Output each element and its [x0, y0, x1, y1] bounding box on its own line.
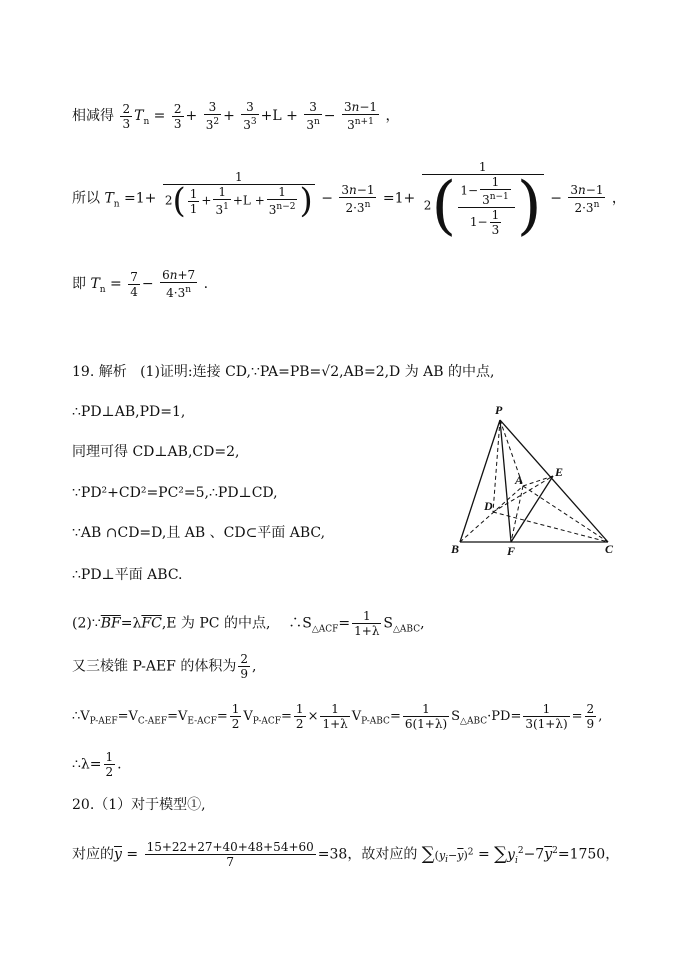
q19-line6: ∴PD⊥平面 ABC. — [72, 567, 183, 583]
equation-line-3: 即 $T_n$ = $\frac{7}{4}$ − $\frac{6n+7}{4\cdot 3^n}$ . — [72, 268, 209, 300]
q19-line4: ∵PD²+CD²=PC²=5,∴PD⊥CD, — [72, 485, 278, 501]
label-D: D — [484, 499, 493, 513]
label-B: B — [451, 542, 460, 556]
q19-line3: 同理可得 CD⊥AB,CD=2, — [72, 444, 240, 460]
label-A: A — [515, 473, 524, 487]
label-F: F — [507, 544, 516, 558]
q19-line9: $\therefore V_{P-AEF}=V_{C-AEF}=V_{E-ACF}=$ $\frac{1}{2}$ $V_{P-ACF}=$ $\frac{1}{2}$ × $\frac{1}{1+\lambda}$ $V_{P-ABC}=$ $\frac{1}{6(1+\lambda)}$ $S_{\triangle ABC}\cdot PD=$ $\frac{1}{3(1+\lambda)}$ = $\frac{2}{9}$ , — [72, 702, 603, 731]
equation-line-1: 相减得 $\frac{2}{3}$ $T_n$ = $\frac{2}{3}$ + $\frac{3}{3^2}$ + $\frac{3}{3^3}$ +L + $\frac{3}{3^n}$ − $\frac{3n-1}{3^{n+1}}$ ， — [72, 100, 400, 132]
q19-line5: ∵AB ∩CD=D,且 AB 、CD⊂平面 ABC, — [72, 525, 326, 541]
edge-PD — [493, 420, 500, 512]
q20-line2: 对应的$\overline{y}$ = $\frac{15+22+27+40+48+54+60}{7}$ =38，故对应的 $\sum(y_i-\overline{y})^2 = \sum y_i^2-7\overline{y}^2=1750$， — [72, 840, 620, 869]
label-P: P — [495, 403, 503, 417]
text-prefix: 相减得 — [72, 108, 114, 124]
q19-head: 19. 解析 (1)证明:连接 CD,∵PA=PB=√2,AB=2,D 为 AB 的中点, — [72, 364, 495, 380]
edge-PB — [460, 420, 500, 542]
q19-line8: 又三棱锥 P-AEF 的体积为 $\frac{2}{9}$ , — [72, 652, 257, 681]
edge-PF — [500, 420, 511, 542]
label-E: E — [555, 465, 564, 479]
q19-line10: ∴λ= $\frac{1}{2}$ . — [72, 750, 122, 779]
q20-line1: 20.（1）对于模型①, — [72, 797, 206, 813]
label-C: C — [605, 542, 614, 556]
q19-line2: ∴PD⊥AB,PD=1, — [72, 404, 186, 420]
q19-line7: $(2)\because\overline{BF}=\lambda\overline{FC},E$ 为 PC 的中点, $\therefore S_{\triangle ACF}=$ $\frac{1}{1+\lambda}$ $S_{\triangle ABC}$, — [72, 609, 425, 638]
pyramid-figure — [445, 400, 625, 560]
equation-line-2: 所以 $T_n =1+$ 1 2( $\frac{1}{1}$ + $\frac{1}{3^1}$ +L + $\frac{1}{3^{n-2}}$ ) − $\frac{3n-1}{2\cdot 3^n}$ =1+ 1 2( 1− $\frac{1}{3^{n-1}}$ 1− $\frac{1}{3}$ ) − $\frac{3n-1}{2\cdot 3^n}$ ， — [72, 160, 626, 243]
